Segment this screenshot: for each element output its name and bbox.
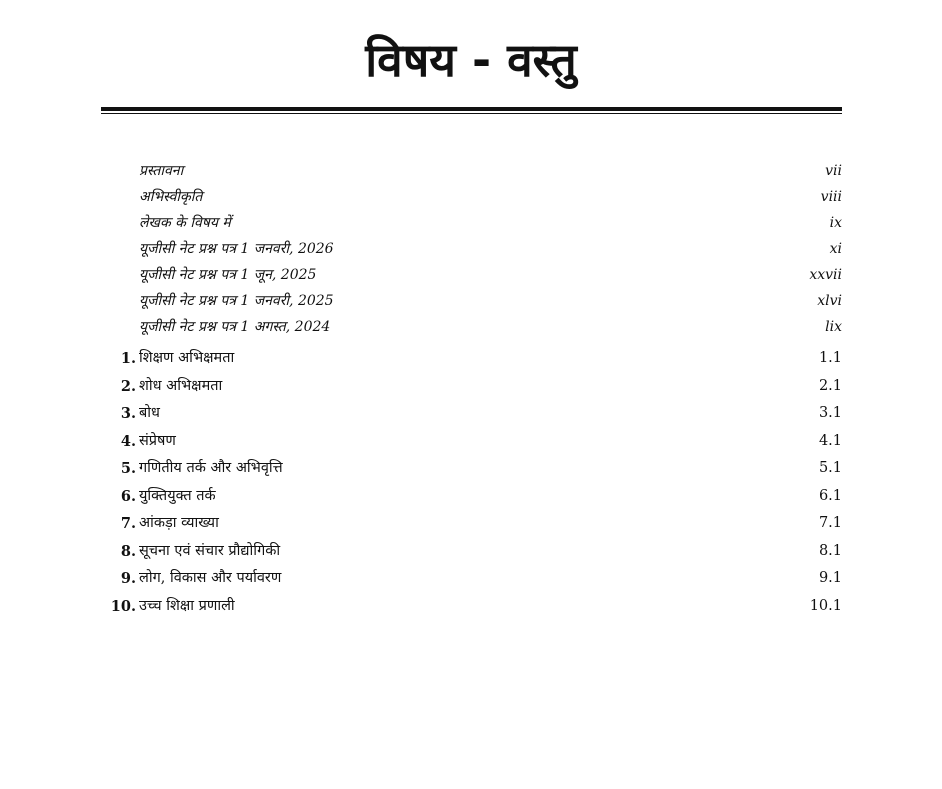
prelim-entry[interactable]: [101, 210, 842, 236]
prelim-page-number: viii: [820, 189, 842, 205]
chapter-page-number: 1.1: [818, 350, 842, 366]
prelim-page-number: xi: [829, 241, 842, 257]
chapter-number: 9.: [120, 570, 136, 587]
chapter-page-number: 8.1: [818, 542, 842, 559]
chapter-entry[interactable]: [101, 565, 842, 593]
chapter-entry[interactable]: [101, 483, 842, 511]
chapter-entry[interactable]: [101, 400, 842, 428]
chapter-number: 5.: [120, 460, 136, 477]
prelim-label: यूजीसी नेट प्रश्न पत्र 1 जनवरी, 2026: [139, 241, 334, 257]
prelim-entry[interactable]: [101, 184, 842, 210]
chapter-page-number: 4.1: [818, 432, 842, 449]
chapter-label: गणितीय तर्क और अभिवृत्ति: [139, 460, 283, 476]
chapter-number: 7.: [120, 515, 136, 532]
chapter-entry[interactable]: [101, 510, 842, 538]
chapter-label: सूचना एवं संचार प्रौद्योगिकी: [139, 542, 281, 559]
prelim-page-number: lix: [825, 319, 842, 335]
prelim-label: यूजीसी नेट प्रश्न पत्र 1 जनवरी, 2025: [139, 293, 334, 309]
chapter-list: [101, 345, 842, 620]
chapter-number: 10.: [110, 597, 136, 615]
chapter-page-number: 3.1: [818, 405, 842, 421]
chapter-label: शिक्षण अभिक्षमता: [139, 350, 235, 366]
prelim-entry[interactable]: [101, 236, 842, 262]
chapter-page-number: 5.1: [818, 460, 842, 476]
chapter-page-number: 9.1: [818, 570, 842, 586]
prelim-page-number: ix: [829, 215, 842, 231]
chapter-entry[interactable]: [101, 428, 842, 456]
chapter-number: 2.: [120, 377, 136, 395]
chapter-label: बोध: [139, 405, 160, 421]
chapter-number: 8.: [120, 542, 136, 560]
prelim-list: [101, 158, 842, 340]
prelim-label: यूजीसी नेट प्रश्न पत्र 1 अगस्त, 2024: [139, 319, 331, 335]
prelim-label: प्रस्तावना: [139, 163, 184, 179]
chapter-number: 4.: [120, 432, 136, 450]
chapter-page-number: 2.1: [818, 377, 842, 394]
chapter-entry[interactable]: [101, 345, 842, 373]
title-rule-thick: [101, 107, 842, 111]
prelim-page-number: xxvii: [809, 267, 842, 283]
prelim-label: यूजीसी नेट प्रश्न पत्र 1 जून, 2025: [139, 267, 317, 283]
prelim-label: अभिस्वीकृति: [139, 189, 203, 205]
chapter-label: आंकड़ा व्याख्या: [139, 515, 219, 531]
prelim-label: लेखक के विषय में: [139, 215, 231, 231]
chapter-label: शोध अभिक्षमता: [139, 377, 223, 394]
chapter-entry[interactable]: [101, 593, 842, 621]
chapter-label: संप्रेषण: [139, 432, 176, 449]
prelim-entry[interactable]: [101, 262, 842, 288]
chapter-label: उच्च शिक्षा प्रणाली: [139, 597, 235, 614]
page-title: विषय - वस्तु: [365, 33, 577, 87]
prelim-entry[interactable]: [101, 158, 842, 184]
prelim-page-number: xlvi: [817, 293, 842, 309]
table-of-contents: [101, 158, 842, 620]
chapter-number: 1.: [120, 350, 136, 367]
title-rule-thin: [101, 113, 842, 114]
prelim-entry[interactable]: [101, 314, 842, 340]
prelim-page-number: vii: [825, 163, 842, 179]
chapter-label: लोग, विकास और पर्यावरण: [139, 570, 282, 586]
prelim-entry[interactable]: [101, 288, 842, 314]
chapter-page-number: 10.1: [809, 597, 842, 614]
chapter-entry[interactable]: [101, 455, 842, 483]
chapter-page-number: 7.1: [818, 515, 842, 531]
chapter-label: युक्तियुक्त तर्क: [139, 487, 216, 504]
chapter-number: 3.: [120, 405, 136, 422]
chapter-page-number: 6.1: [818, 487, 842, 504]
chapter-entry[interactable]: [101, 538, 842, 566]
chapter-number: 6.: [120, 487, 136, 505]
chapter-entry[interactable]: [101, 373, 842, 401]
